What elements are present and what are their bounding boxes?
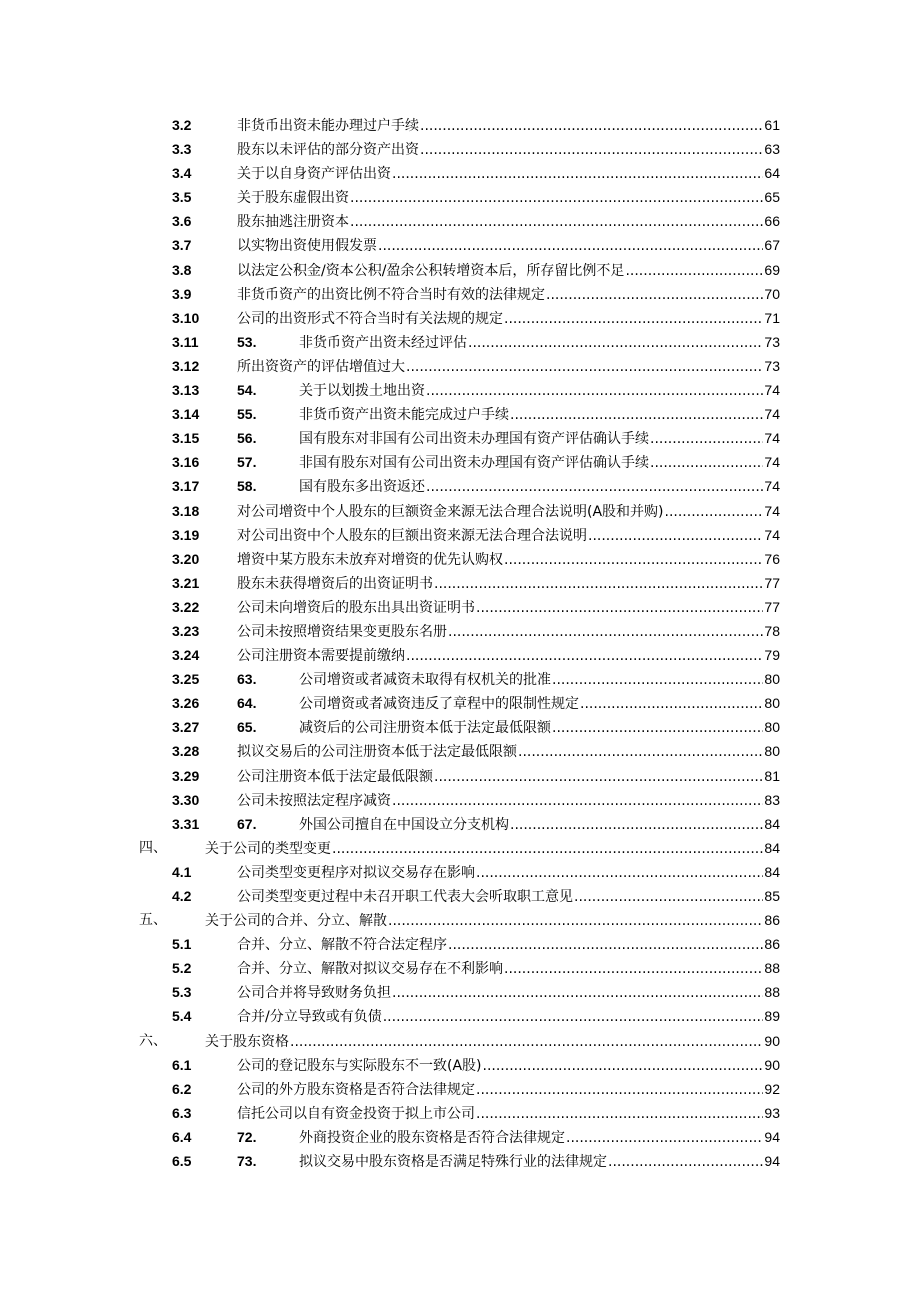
toc-entry[interactable] [0,306,920,330]
toc-entry-page-number: 80 [764,743,780,760]
toc-entry-title: 公司的出资形式不符合当时有关法规的规定 [237,310,503,327]
toc-entry-title: 公司未向增资后的股东出具出资证明书 [237,599,475,616]
toc-entry-title: 关于以自身资产评估出资 [237,166,391,183]
toc-entry[interactable] [0,354,920,378]
toc-entry-number: 3.10 [172,309,200,326]
toc-entry-number: 3.13 [172,382,200,399]
toc-entry[interactable] [0,402,920,426]
toc-entry-number: 3.19 [172,526,200,543]
toc-entry-page-number: 74 [764,454,780,471]
toc-entry-number: 五、 [139,912,167,929]
toc-entry-number: 3.23 [172,622,200,639]
toc-entry-title: 公司注册资本需要提前缴纳 [237,648,405,665]
dot-leader [468,331,763,355]
toc-entry-line [299,1125,780,1150]
toc-entry-title: 以实物出资使用假发票 [237,238,377,255]
toc-entry-title: 增资中某方股东未放弃对增资的优先认购权 [237,551,503,568]
toc-entry-title: 关于公司的合并、分立、解散 [205,913,387,930]
dot-leader [580,692,763,716]
dot-leader [483,1054,764,1078]
toc-entry[interactable] [0,643,920,667]
toc-entry[interactable] [0,836,920,860]
toc-entry-number: 4.1 [172,863,192,880]
dot-leader [290,1030,763,1054]
toc-entry-subnumber: 64. [237,695,257,712]
toc-entry-number: 3.20 [172,550,200,567]
toc-entry-page-number: 88 [764,984,780,1001]
dot-leader [420,114,763,138]
dot-leader [546,283,763,307]
dot-leader [650,451,763,475]
toc-entry-title: 公司增资或者减资未取得有权机关的批准 [299,672,551,689]
toc-entry[interactable] [0,1125,920,1149]
toc-entry-line [237,980,780,1005]
toc-entry-line [237,354,780,379]
toc-entry-number: 3.16 [172,454,200,471]
toc-entry-page-number: 79 [764,647,780,664]
toc-entry-page-number: 73 [764,357,780,374]
toc-entry-page-number: 94 [764,1153,780,1170]
toc-entry-page-number: 74 [764,502,780,519]
toc-entry-page-number: 69 [764,261,780,278]
toc-entry-line [237,113,780,138]
toc-entry[interactable] [0,884,920,908]
toc-entry-page-number: 74 [764,406,780,423]
toc-entry[interactable] [0,1053,920,1077]
toc-entry[interactable] [0,523,920,547]
toc-entry-line [237,233,780,258]
toc-entry-line [237,643,780,668]
table-of-contents [0,113,920,1173]
toc-entry-number: 3.18 [172,502,200,519]
toc-entry-title: 外国公司擅自在中国设立分支机构 [299,816,509,833]
toc-entry[interactable] [0,378,920,402]
toc-entry-number: 3.25 [172,671,200,688]
toc-entry[interactable] [0,764,920,788]
toc-entry-title: 对公司增资中个人股东的巨额资金来源无法合理合法说明(A股和并购) [237,503,664,520]
dot-leader [392,162,763,186]
toc-entry-page-number: 66 [764,213,780,230]
toc-entry[interactable] [0,980,920,1004]
toc-entry-subnumber: 55. [237,406,257,423]
toc-entry[interactable] [0,113,920,137]
toc-entry-page-number: 92 [764,1080,780,1097]
toc-entry[interactable] [0,812,920,836]
toc-entry-line [299,378,780,403]
toc-entry-title: 关于股东资格 [205,1033,289,1050]
toc-entry-page-number: 84 [764,863,780,880]
toc-entry-page-number: 93 [764,1104,780,1121]
toc-entry-line [237,306,780,331]
dot-leader [426,379,763,403]
dot-leader [406,644,763,668]
toc-entry-line [237,547,780,572]
toc-entry-subnumber: 57. [237,454,257,471]
toc-entry[interactable] [0,932,920,956]
toc-entry-title: 公司类型变更程序对拟议交易存在影响 [237,864,475,881]
toc-entry-line [299,667,780,692]
toc-entry-page-number: 65 [764,189,780,206]
toc-entry-line [299,715,780,740]
toc-entry-number: 3.17 [172,478,200,495]
dot-leader [332,837,763,861]
toc-entry[interactable] [0,426,920,450]
toc-entry-subnumber: 72. [237,1128,257,1145]
toc-entry-subnumber: 63. [237,671,257,688]
toc-entry-page-number: 90 [764,1056,780,1073]
toc-entry[interactable] [0,595,920,619]
toc-entry[interactable] [0,258,920,282]
toc-entry-number: 3.2 [172,117,192,133]
toc-entry[interactable] [0,715,920,739]
dot-leader [518,740,763,764]
toc-entry-title: 股东抽逃注册资本 [237,214,349,231]
toc-entry-line [299,691,780,716]
toc-entry-number: 3.5 [172,189,192,206]
toc-entry-title: 非货币出资未能办理过户手续 [237,118,419,134]
toc-entry-line [299,402,780,427]
toc-entry-page-number: 86 [764,912,780,929]
dot-leader [426,475,763,499]
toc-entry-number: 3.8 [172,261,192,278]
toc-entry-line [237,185,780,210]
toc-entry-number: 5.2 [172,960,192,977]
toc-entry-title: 股东以未评估的部分资产出资 [237,142,419,159]
dot-leader [383,1005,764,1029]
toc-entry-page-number: 74 [764,382,780,399]
toc-entry-title: 关于股东虚假出资 [237,190,349,207]
toc-entry[interactable] [0,209,920,233]
dot-leader [476,1078,763,1102]
toc-entry[interactable] [0,547,920,571]
toc-entry[interactable] [0,185,920,209]
toc-entry-title: 拟议交易中股东资格是否满足特殊行业的法律规定 [299,1154,607,1171]
dot-leader [552,716,763,740]
toc-entry-title: 对公司出资中个人股东的巨额出资来源无法合理合法说明 [237,527,587,544]
dot-leader [406,355,763,379]
toc-entry-page-number: 86 [764,936,780,953]
dot-leader [504,957,763,981]
toc-entry-page-number: 89 [764,1008,780,1025]
toc-entry[interactable] [0,619,920,643]
toc-entry-title: 公司增资或者减资违反了章程中的限制性规定 [299,696,579,713]
toc-entry[interactable] [0,1149,920,1173]
toc-entry-number: 3.31 [172,815,200,832]
toc-entry-number: 3.21 [172,574,200,591]
toc-entry[interactable] [0,474,920,498]
toc-entry-page-number: 80 [764,695,780,712]
toc-entry-subnumber: 53. [237,333,257,350]
toc-entry-page-number: 81 [764,767,780,784]
dot-leader [350,210,763,234]
toc-entry-title: 公司合并将导致财务负担 [237,985,391,1002]
toc-entry-line [237,860,780,885]
toc-entry-title: 国有股东多出资返还 [299,479,425,496]
toc-entry-page-number: 61 [764,117,780,133]
toc-entry-number: 3.28 [172,743,200,760]
toc-entry-page-number: 77 [764,598,780,615]
toc-entry-title: 外商投资企业的股东资格是否符合法律规定 [299,1129,565,1146]
toc-entry-title: 股东未获得增资后的出资证明书 [237,575,433,592]
toc-entry-number: 3.4 [172,165,192,182]
toc-entry-line [237,788,780,813]
toc-entry[interactable] [0,1101,920,1125]
toc-entry-line [237,956,780,981]
toc-entry-title: 公司未按照增资结果变更股东名册 [237,623,447,640]
toc-entry-title: 公司注册资本低于法定最低限额 [237,768,433,785]
toc-entry-page-number: 74 [764,526,780,543]
toc-entry-subnumber: 67. [237,815,257,832]
toc-entry-page-number: 63 [764,141,780,158]
toc-entry-title: 所出资资产的评估增值过大 [237,358,405,375]
toc-entry[interactable] [0,450,920,474]
toc-entry-line [237,209,780,234]
toc-entry-number: 3.30 [172,791,200,808]
toc-entry-page-number: 76 [764,550,780,567]
toc-entry-page-number: 78 [764,622,780,639]
toc-entry-number: 6.4 [172,1128,192,1145]
toc-entry-subnumber: 56. [237,430,257,447]
toc-entry-title: 公司的登记股东与实际股东不一致(A股) [237,1057,482,1074]
toc-entry-page-number: 74 [764,478,780,495]
dot-leader [566,1126,763,1150]
toc-entry-page-number: 84 [764,839,780,856]
toc-entry-number: 4.2 [172,888,192,904]
dot-leader [448,620,763,644]
toc-entry-line [205,908,780,933]
dot-leader [504,548,763,572]
toc-entry-line [237,282,780,307]
toc-entry-number: 3.12 [172,357,200,374]
toc-entry-title: 合并/分立导致或有负债 [237,1009,382,1026]
dot-leader [574,885,763,909]
toc-entry[interactable] [0,860,920,884]
toc-entry-title: 非货币资产出资未能完成过户手续 [299,407,509,424]
toc-entry-line [205,1029,780,1054]
toc-entry[interactable] [0,1029,920,1053]
toc-entry-number: 5.3 [172,984,192,1001]
toc-entry-number: 3.26 [172,695,200,712]
toc-entry-title: 合并、分立、解散对拟议交易存在不利影响 [237,961,503,978]
toc-entry-line [237,595,780,620]
toc-entry[interactable] [0,1077,920,1101]
dot-leader [510,403,763,427]
dot-leader [448,933,763,957]
toc-entry-title: 关于公司的类型变更 [205,840,331,857]
toc-entry-line [299,474,780,499]
dot-leader [434,765,763,789]
toc-entry-line [237,1101,780,1126]
toc-entry-line [299,450,780,475]
toc-entry-line [299,330,780,355]
toc-entry-line [237,619,780,644]
toc-entry-page-number: 88 [764,960,780,977]
toc-entry-line [299,1149,780,1174]
toc-entry-subnumber: 54. [237,382,257,399]
toc-entry-line [237,1004,780,1029]
toc-entry[interactable] [0,739,920,763]
dot-leader [434,572,763,596]
toc-entry-number: 六、 [139,1032,167,1049]
toc-entry[interactable] [0,691,920,715]
toc-entry-line [237,523,780,548]
dot-leader [665,500,764,524]
dot-leader [392,981,763,1005]
toc-entry-title: 以法定公积金/资本公积/盈余公积转增资本后，所存留比例不足 [237,262,625,279]
toc-entry-title: 拟议交易后的公司注册资本低于法定最低限额 [237,744,517,761]
toc-entry-page-number: 80 [764,671,780,688]
dot-leader [608,1150,763,1174]
toc-entry-page-number: 64 [764,165,780,182]
toc-entry-page-number: 83 [764,791,780,808]
toc-entry-subnumber: 73. [237,1153,257,1170]
toc-entry-page-number: 90 [764,1032,780,1049]
toc-entry-line [237,1077,780,1102]
toc-entry-title: 非货币资产出资未经过评估 [299,334,467,351]
toc-entry[interactable] [0,282,920,306]
toc-entry-page-number: 77 [764,574,780,591]
toc-entry-number: 3.29 [172,767,200,784]
toc-entry[interactable] [0,788,920,812]
toc-entry-line [237,137,780,162]
toc-entry-title: 国有股东对非国有公司出资未办理国有资产评估确认手续 [299,431,649,448]
toc-entry-number: 3.24 [172,647,200,664]
toc-entry-number: 5.4 [172,1008,192,1025]
toc-entry-number: 四、 [139,839,167,856]
toc-entry-number: 3.7 [172,237,192,254]
toc-entry-line [237,258,780,283]
toc-entry-page-number: 74 [764,430,780,447]
toc-entry-number: 6.3 [172,1104,192,1121]
toc-entry-line [299,812,780,837]
toc-entry-number: 3.15 [172,430,200,447]
toc-entry-line [205,836,780,861]
toc-entry-number: 6.5 [172,1153,192,1170]
toc-entry-title: 非国有股东对国有公司出资未办理国有资产评估确认手续 [299,455,649,472]
dot-leader [510,813,763,837]
dot-leader [420,138,763,162]
toc-entry-line [237,499,780,524]
toc-entry-title: 合并、分立、解散不符合法定程序 [237,937,447,954]
dot-leader [476,1102,763,1126]
toc-entry-title: 减资后的公司注册资本低于法定最低限额 [299,720,551,737]
dot-leader [552,668,763,692]
toc-entry[interactable] [0,1004,920,1028]
toc-entry-number: 3.22 [172,598,200,615]
toc-entry-line [237,571,780,596]
toc-entry-number: 3.9 [172,285,192,302]
dot-leader [388,909,763,933]
toc-entry-title: 关于以划拨土地出资 [299,383,425,400]
toc-entry-number: 6.2 [172,1080,192,1097]
dot-leader [504,307,763,331]
toc-entry-number: 3.6 [172,213,192,230]
toc-entry[interactable] [0,667,920,691]
toc-entry[interactable] [0,330,920,354]
toc-entry-line [237,1053,780,1078]
toc-entry-page-number: 85 [764,888,780,904]
dot-leader [650,427,763,451]
toc-entry-page-number: 80 [764,719,780,736]
dot-leader [392,789,763,813]
toc-entry-subnumber: 58. [237,478,257,495]
toc-entry[interactable] [0,161,920,185]
toc-entry-title: 公司类型变更过程中未召开职工代表大会听取职工意见 [237,889,573,905]
dot-leader [476,861,763,885]
toc-entry[interactable] [0,956,920,980]
toc-entry[interactable] [0,908,920,932]
toc-entry[interactable] [0,499,920,523]
toc-entry[interactable] [0,233,920,257]
toc-entry-number: 3.3 [172,141,192,158]
toc-entry-page-number: 67 [764,237,780,254]
toc-entry-title: 公司未按照法定程序减资 [237,792,391,809]
toc-entry-line [237,932,780,957]
toc-entry-number: 5.1 [172,936,192,953]
dot-leader [476,596,763,620]
toc-entry-line [237,161,780,186]
dot-leader [378,234,763,258]
toc-entry-number: 6.1 [172,1056,192,1073]
toc-entry[interactable] [0,137,920,161]
toc-entry-number: 3.11 [172,333,199,350]
toc-entry-page-number: 84 [764,815,780,832]
toc-entry-number: 3.14 [172,406,200,423]
toc-entry-page-number: 73 [764,333,780,350]
toc-entry-line [299,426,780,451]
dot-leader [625,259,763,283]
toc-entry-title: 非货币资产的出资比例不符合当时有效的法律规定 [237,286,545,303]
toc-entry-line [237,764,780,789]
toc-entry-title: 信托公司以自有资金投资于拟上市公司 [237,1105,475,1122]
toc-entry-title: 公司的外方股东资格是否符合法律规定 [237,1081,475,1098]
dot-leader [588,524,763,548]
toc-entry-page-number: 71 [764,309,780,326]
toc-entry-page-number: 70 [764,285,780,302]
toc-entry-line [237,884,780,909]
toc-entry-subnumber: 65. [237,719,257,736]
toc-entry-page-number: 94 [764,1128,780,1145]
toc-entry-line [237,739,780,764]
toc-entry[interactable] [0,571,920,595]
toc-entry-number: 3.27 [172,719,200,736]
dot-leader [350,186,763,210]
